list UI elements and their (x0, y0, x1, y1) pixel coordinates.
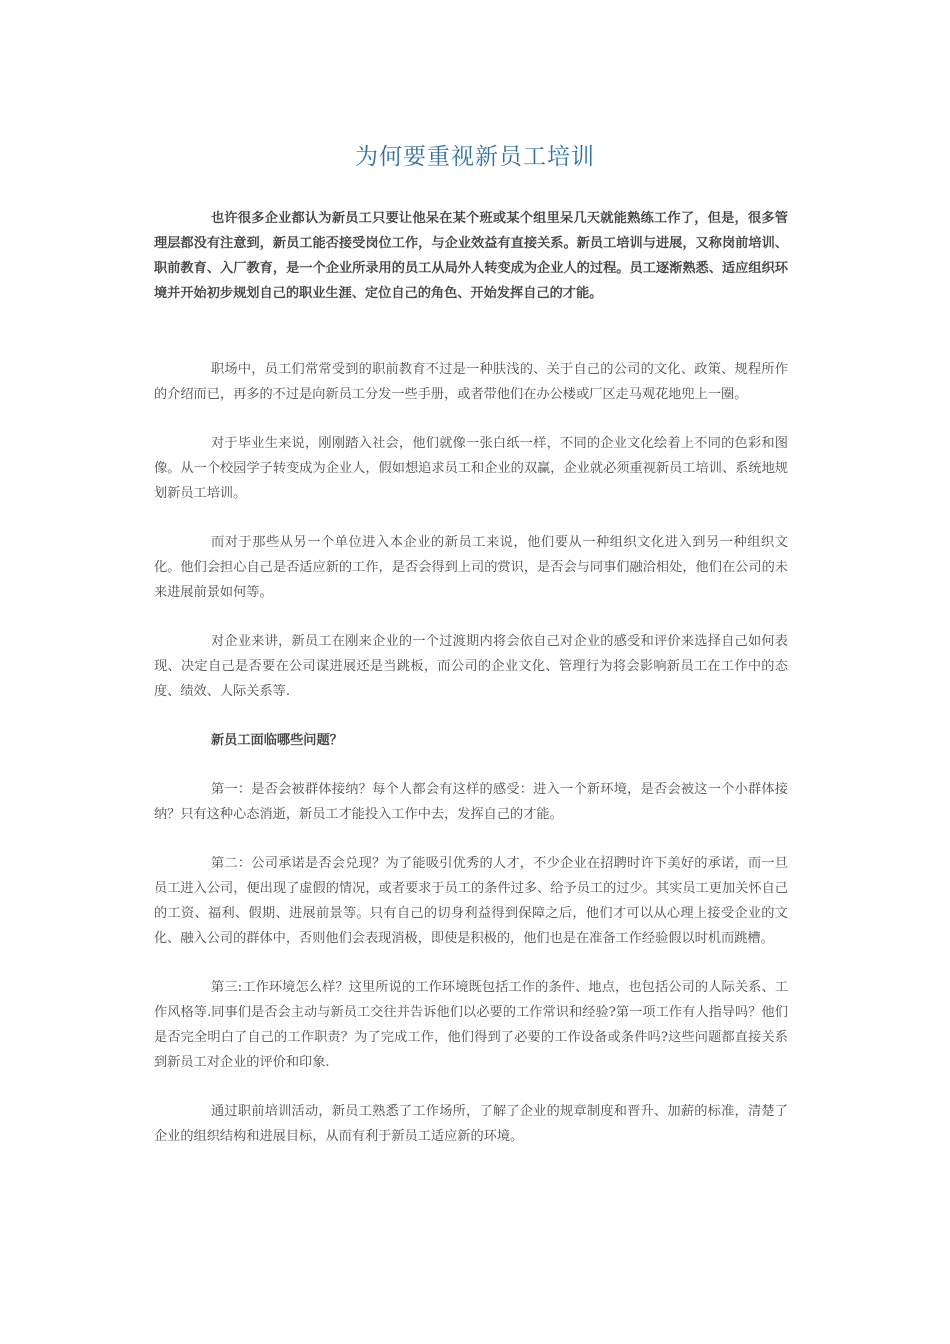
section-paragraph-4: 通过职前培训活动，新员工熟悉了工作场所，了解了企业的规章制度和晋升、加薪的标准，清楚了企业的组织结构和进展目标，从而有利于新员工适应新的环境。 (154, 1104, 788, 1144)
document-body (154, 206, 788, 1149)
section-heading: 新员工面临哪些问题？ (211, 733, 343, 748)
body-paragraph-2: 对于毕业生来说，刚刚踏入社会，他们就像一张白纸一样，不同的企业文化绘着上不同的色彩和图像。从一个校园学子转变成为企业人，假如想追求员工和企业的双赢，企业就必须重视新员工培训、系统地规划新员工培训。 (154, 436, 788, 501)
intro-paragraph: 也许很多企业都认为新员工只要让他呆在某个班或某个组里呆几天就能熟练工作了，但是，很多管理层都没有注意到，新员工能否接受岗位工作，与企业效益有直接关系。新员工培训与进展，又称岗前培训、职前教育、入厂教育，是一个企业所录用的员工从局外人转变成为企业人的过程。员工逐渐熟悉、适应组织环境并开始初步规划自己的职业生涯、定位自己的角色、开始发挥自己的才能。 (154, 211, 788, 301)
section-paragraph-3: 第三:工作环境怎么样？这里所说的工作环境既包括工作的条件、地点，也包括公司的人际关系、工作风格等.同事们是否会主动与新员工交往并告诉他们以必要的工作常识和经验?第一项工作有人指导吗？他们是否完全明白了自己的工作职责？为了完成工作，他们得到了必要的工作设备或条件吗?这些问题都直接关系到新员工对企业的评价和印象. (154, 980, 788, 1070)
body-paragraph-3: 而对于那些从另一个单位进入本企业的新员工来说，他们要从一种组织文化进入到另一种组织文化。他们会担心自己是否适应新的工作，是否会得到上司的赏识，是否会与同事们融洽相处，他们在公司的未来进展前景如何等。 (154, 535, 788, 600)
section-paragraph-1: 第一：是否会被群体接纳？每个人都会有这样的感受：进入一个新环境，是否会被这一个小群体接纳？只有这种心态消逝，新员工才能投入工作中去，发挥自己的才能。 (154, 782, 788, 822)
section-paragraph-2: 第二：公司承诺是否会兑现？为了能吸引优秀的人才，不少企业在招聘时许下美好的承诺，而一旦员工进入公司，便出现了虚假的情况，或者要求于员工的条件过多、给予员工的过少。其实员工更加关怀自己的工资、福利、假期、进展前景等。只有自己的切身利益得到保障之后，他们才可以从心理上接受企业的文化、融入公司的群体中，否则他们会表现消极，即使是积极的，他们也是在准备工作经验假以时机而跳槽。 (154, 856, 788, 946)
body-paragraph-4: 对企业来讲，新员工在刚来企业的一个过渡期内将会依自己对企业的感受和评价来选择自己如何表现、决定自己是否要在公司谋进展还是当跳板，而公司的企业文化、管理行为将会影响新员工在工作中的态度、绩效、人际关系等. (154, 634, 788, 699)
document-title: 为何要重视新员工培训 (355, 144, 595, 170)
body-paragraph-1: 职场中，员工们常常受到的职前教育不过是一种肤浅的、关于自己的公司的文化、政策、规程所作的介绍而已，再多的不过是向新员工分发一些手册，或者带他们在办公楼或厂区走马观花地兜上一圈。 (154, 362, 788, 402)
